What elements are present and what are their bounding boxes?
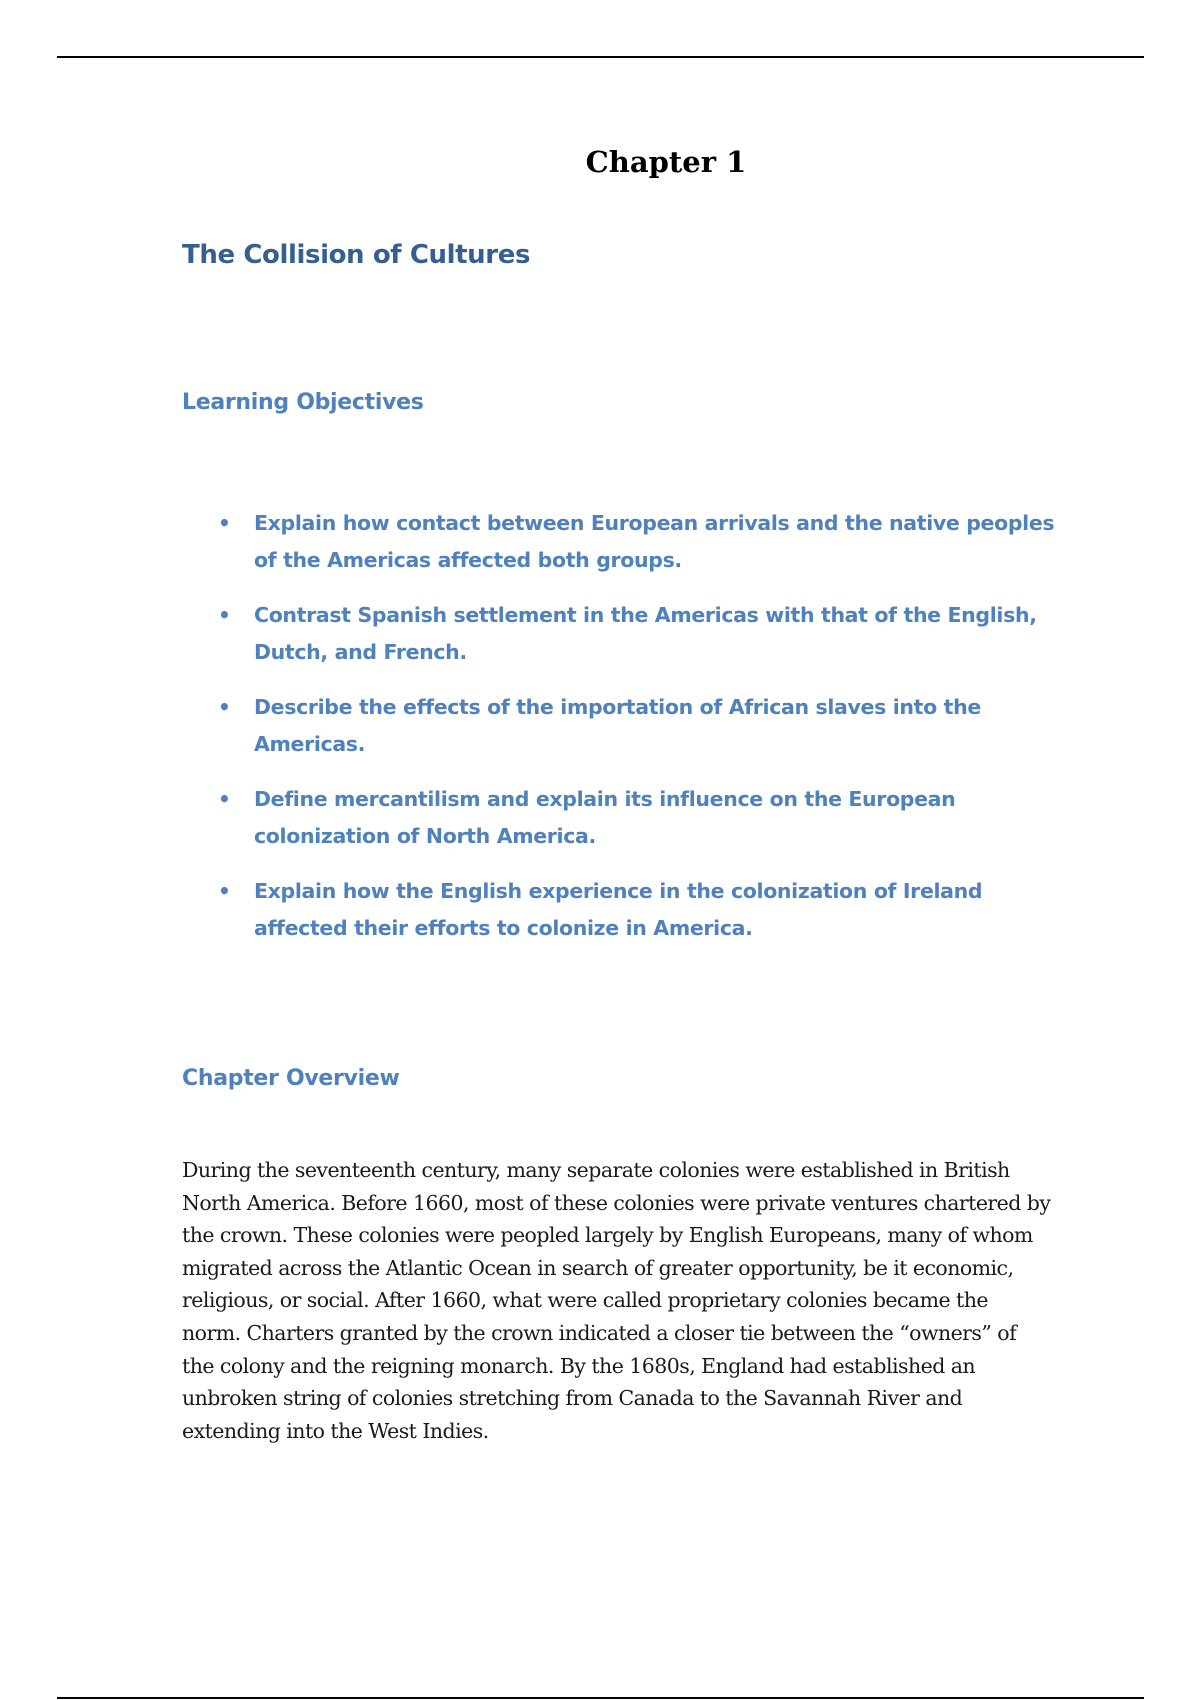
objective-text: Contrast Spanish settlement in the Americas with that of the English, Dutch, and French.: [254, 603, 1037, 664]
section-title: The Collision of Cultures: [182, 240, 531, 270]
objective-item: [218, 689, 1058, 763]
bullet-icon: •: [218, 879, 231, 903]
bottom-rule: [57, 1697, 1144, 1699]
bullet-icon: •: [218, 695, 231, 719]
learning-objectives-list: [218, 505, 1058, 965]
bullet-icon: •: [218, 511, 231, 535]
objective-item: [218, 505, 1058, 579]
bullet-icon: •: [218, 787, 231, 811]
chapter-overview-heading: Chapter Overview: [182, 1066, 400, 1091]
objective-text: Define mercantilism and explain its influence on the European colonization of North America.: [254, 787, 956, 848]
top-rule: [57, 56, 1144, 58]
objective-text: Explain how the English experience in the colonization of Ireland affected their efforts to colonize in America.: [254, 879, 983, 940]
objective-item: [218, 781, 1058, 855]
bullet-icon: •: [218, 603, 231, 627]
chapter-title: [182, 145, 1052, 179]
objective-text: Explain how contact between European arrivals and the native peoples of the Americas affected both groups.: [254, 511, 1055, 572]
learning-objectives-heading: Learning Objectives: [182, 390, 424, 415]
objective-item: [218, 597, 1058, 671]
chapter-title-text: Chapter 1: [585, 145, 747, 179]
objective-item: [218, 873, 1058, 947]
chapter-overview-body: During the seventeenth century, many separate colonies were established in British North America. Before 1660, most of these colonies were private ventures chartered by the crown. These colonies were peopled largely by English Europeans, many of whom migrated across the Atlantic Ocean in search of greater opportunity, be it economic, religious, or social. After 1660, what were called proprietary colonies became the norm. Charters granted by the crown indicated a closer tie between the “owners” of the colony and the reigning monarch. By the 1680s, England had established an unbroken string of colonies stretching from Canada to the Savannah River and extending into the West Indies.: [182, 1158, 1051, 1443]
objective-text: Describe the effects of the importation of African slaves into the Americas.: [254, 695, 981, 756]
